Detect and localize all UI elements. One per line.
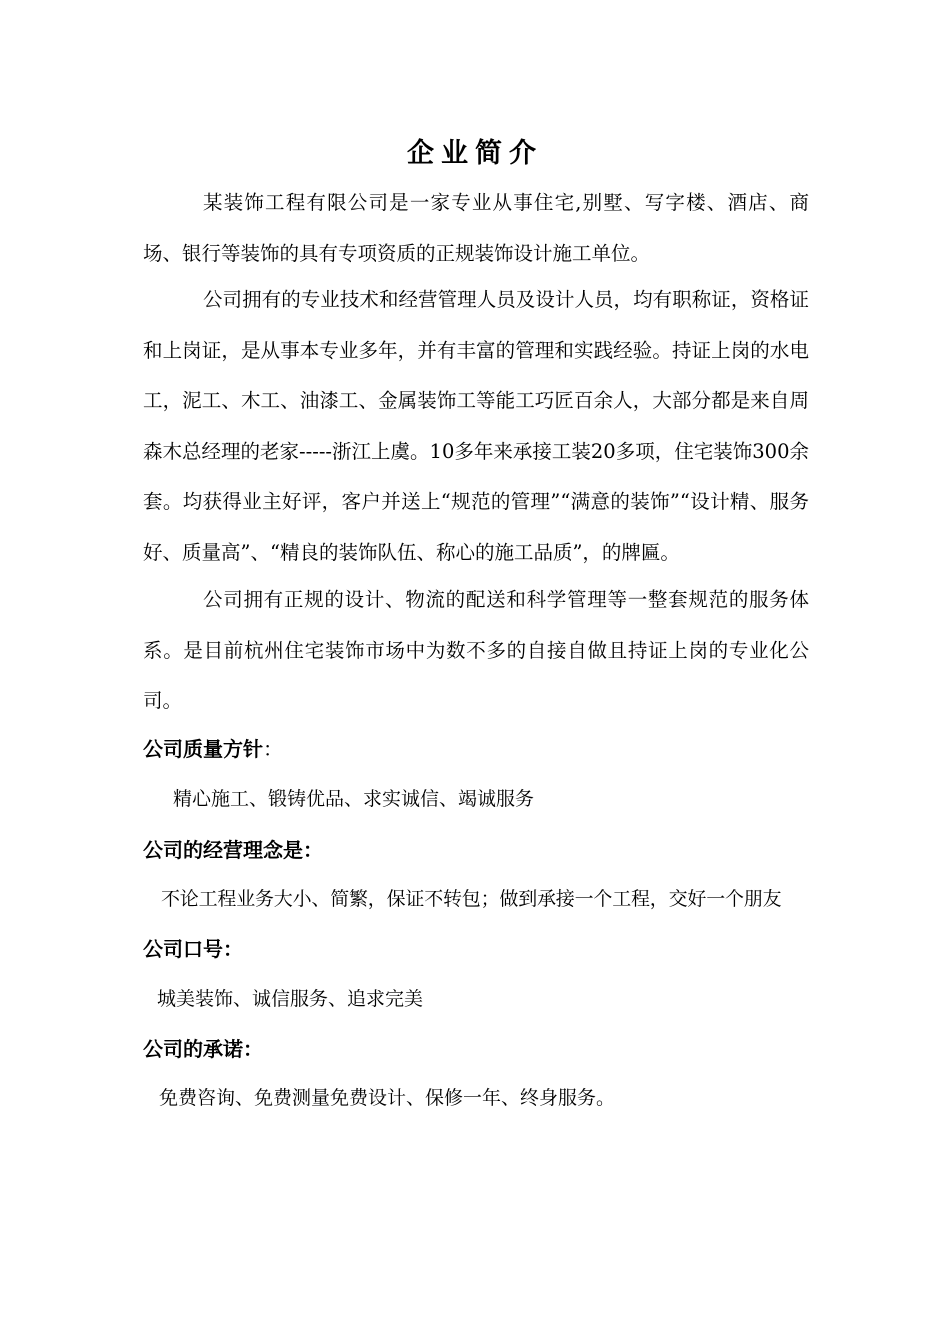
slogan-heading xyxy=(143,932,823,966)
business-philosophy-heading xyxy=(143,833,823,867)
quality-policy-heading-text: 公司质量方针 xyxy=(143,737,263,761)
intro-paragraph: 某装饰工程有限公司是一家专业从事住宅,别墅、写字楼、酒店、商场、银行等装饰的具有专项资质的正规装饰设计施工单位。 xyxy=(143,191,809,265)
quality-policy-heading xyxy=(143,732,823,766)
slogan-heading-text: 公司口号： xyxy=(143,937,243,961)
business-philosophy-text: 不论工程业务大小、简繁，保证不转包；做到承接一个工程，交好一个朋友 xyxy=(161,888,782,910)
staff-paragraph: 公司拥有的专业技术和经营管理人员及设计人员，均有职称证，资格证和上岗证，是从事本专业多年，并有丰富的管理和实践经验。持证上岗的水电工，泥工、木工、油漆工、金属装饰工等能工巧匠百余人，大部分都是来自周森木总经理的老家-----浙江上虞。10多年来承接工装20多项，住宅装饰300余套。均获得业主好评，客户并送上“规范的管理”“满意的装饰”“设计精、服务好、质量高”、“精良的装饰队伍、称心的施工品质”，的牌匾。 xyxy=(143,288,809,564)
document-title: 企业简介 xyxy=(407,138,543,169)
commitment-text: 免费咨询、免费测量免费设计、保修一年、终身服务。 xyxy=(159,1087,616,1109)
commitment-heading xyxy=(143,1032,823,1066)
service-system-paragraph: 公司拥有正规的设计、物流的配送和科学管理等一整套规范的服务体系。是目前杭州住宅装饰市场中为数不多的自接自做且持证上岗的专业化公司。 xyxy=(143,588,809,712)
slogan-text: 城美装饰、诚信服务、追求完美 xyxy=(157,988,424,1010)
commitment-heading-text: 公司的承诺： xyxy=(143,1037,263,1061)
quality-policy-text: 精心施工、锻铸优品、求实诚信、竭诚服务 xyxy=(173,788,535,810)
business-philosophy-heading-text: 公司的经营理念是： xyxy=(143,838,323,862)
quality-policy-heading-colon: ： xyxy=(263,737,283,761)
